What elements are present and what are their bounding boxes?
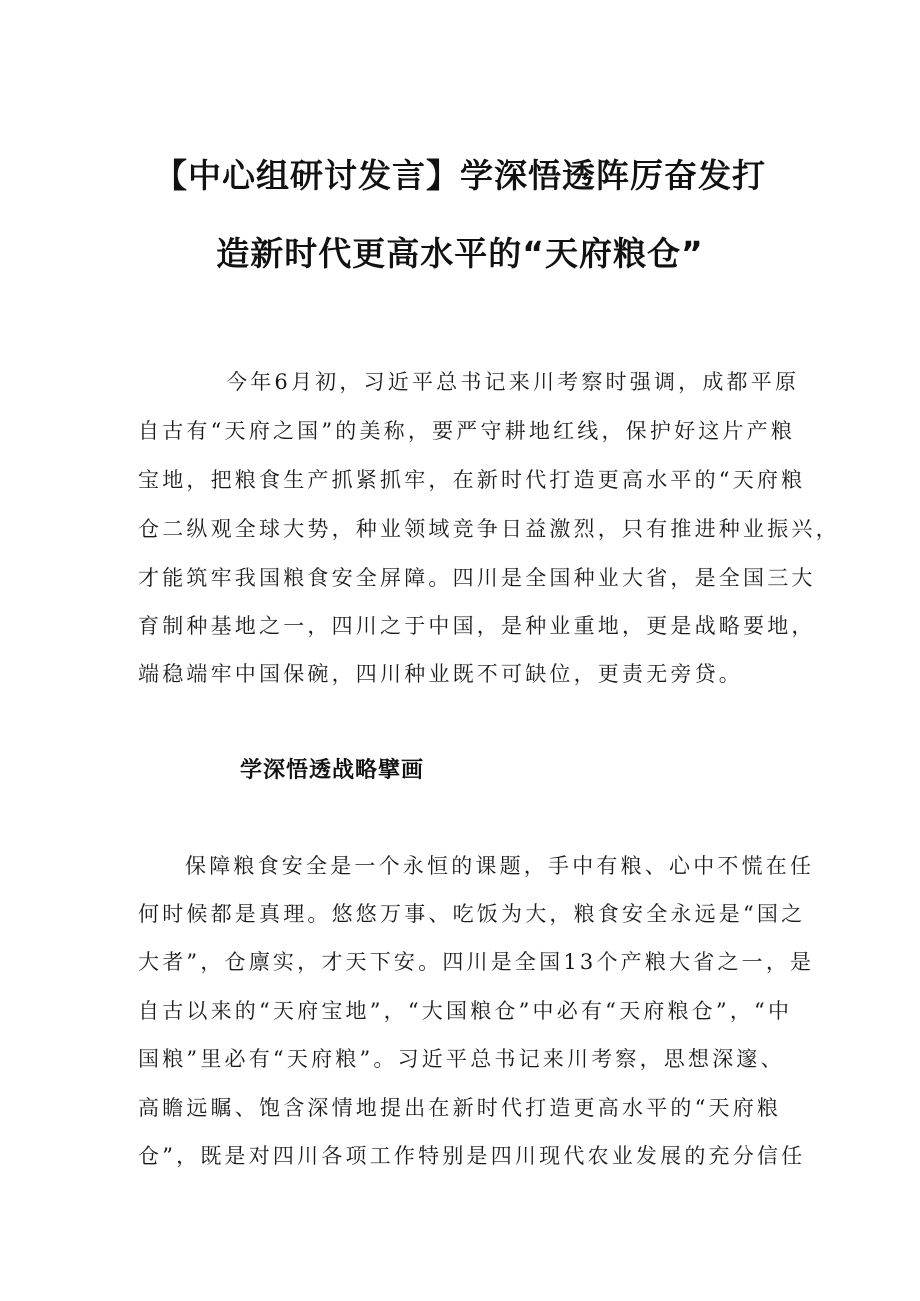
paragraph-2-line: 高瞻远瞩、饱含深情地提出在新时代打造更高水平的“天府粮 xyxy=(138,1096,782,1120)
section-heading: 学深悟透战略擘画 xyxy=(240,758,425,783)
paragraph-2-line: 何时候都是真理。悠悠万事、吃饭为大，粮食安全永远是“国之 xyxy=(138,902,806,926)
paragraph-2-line: 保障粮食安全是一个永恒的课题，手中有粮、心中不慌在任 xyxy=(185,854,815,878)
paragraph-1-line: 仓二纵观全球大势，种业领域竞争日益激烈，只有推进种业振兴， xyxy=(138,517,840,541)
paragraph-1-line: 今年6月初，习近平总书记来川考察时强调，成都平原 xyxy=(226,370,800,394)
paragraph-1-line: 宝地，把粮食生产抓紧抓牢，在新时代打造更高水平的“天府粮 xyxy=(138,468,806,492)
paragraph-2-line: 仓”，既是对四川各项工作特别是四川现代农业发展的充分信任 xyxy=(138,1144,806,1168)
paragraph-1-line: 端稳端牢中国保碗，四川种业既不可缺位，更责无旁贷。 xyxy=(138,662,743,686)
paragraph-1-line: 自古有“天府之国”的美称，要严守耕地红线，保护好这片产粮 xyxy=(138,419,796,443)
document-title-line-2: 造新时代更高水平的“天府粮仓” xyxy=(216,234,704,273)
paragraph-1-line: 才能筑牢我国粮食安全屏障。四川是全国种业大省，是全国三大 xyxy=(138,566,816,590)
paragraph-2-line: 自古以来的“天府宝地”，“大国粮仓”中必有“天府粮仓”，“中 xyxy=(138,999,793,1023)
paragraph-2-line: 大者”，仓廪实，才天下安。四川是全国13个产粮大省之一，是 xyxy=(138,950,815,974)
paragraph-2-line: 国粮”里必有“天府粮”。习近平总书记来川考察，思想深邃、 xyxy=(138,1047,785,1071)
document-title-line-1: 【中心组研讨发言】学深悟透阵厉奋发打 xyxy=(154,156,766,195)
paragraph-1-line: 育制种基地之一，四川之于中国，是种业重地，更是战略要地， xyxy=(138,614,816,638)
